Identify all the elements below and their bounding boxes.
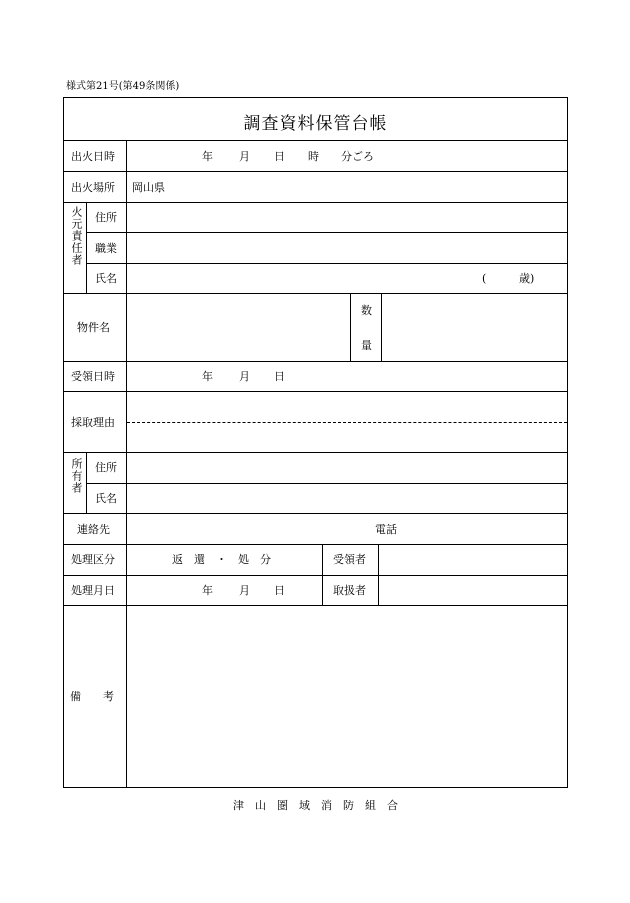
fire-hour-unit: 時 bbox=[308, 150, 319, 163]
responsible-name-label: 氏名 bbox=[95, 272, 117, 285]
disposition-options: 返 還 ・ 処 分 bbox=[172, 553, 271, 566]
item-name-label: 物件名 bbox=[77, 321, 110, 334]
fire-location-value: 岡山県 bbox=[132, 181, 165, 194]
responsible-occupation-label: 職業 bbox=[95, 242, 117, 255]
owner-address-label: 住所 bbox=[95, 461, 117, 474]
quantity-label-bottom: 量 bbox=[361, 339, 372, 352]
disposition-label: 処理区分 bbox=[71, 553, 115, 566]
handler-label: 取扱者 bbox=[333, 584, 366, 597]
fire-datetime-label: 出火日時 bbox=[71, 150, 115, 163]
page-title: 調査資料保管台帳 bbox=[243, 114, 388, 134]
phone-label: 電話 bbox=[375, 523, 397, 536]
fire-minute-unit: 分ごろ bbox=[341, 150, 374, 163]
fire-location-label: 出火場所 bbox=[71, 181, 115, 194]
age-unit: 歳) bbox=[519, 272, 535, 285]
fire-month-unit: 月 bbox=[239, 150, 250, 163]
footer-organization: 津 山 圏 域 消 防 組 合 bbox=[233, 799, 398, 812]
process-date-label: 処理月日 bbox=[71, 584, 115, 597]
collection-reason-label: 採取理由 bbox=[71, 416, 115, 429]
receipt-year-unit: 年 bbox=[202, 370, 213, 383]
process-day-unit: 日 bbox=[274, 584, 285, 597]
process-year-unit: 年 bbox=[202, 584, 213, 597]
contact-label: 連絡先 bbox=[77, 523, 110, 536]
receipt-month-unit: 月 bbox=[239, 370, 250, 383]
owner-group-label: 所有者 bbox=[70, 458, 83, 494]
age-open-paren: ( bbox=[482, 272, 487, 285]
fire-day-unit: 日 bbox=[274, 150, 285, 163]
receipt-date-label: 受領日時 bbox=[71, 370, 115, 383]
receipt-day-unit: 日 bbox=[274, 370, 285, 383]
responsible-address-label: 住所 bbox=[95, 211, 117, 224]
receiver-label: 受領者 bbox=[333, 553, 366, 566]
fire-responsible-group-label: 火元責任者 bbox=[70, 206, 83, 266]
remarks-label: 備 考 bbox=[70, 690, 114, 703]
quantity-label-top: 数 bbox=[361, 304, 372, 317]
owner-name-label: 氏名 bbox=[95, 492, 117, 505]
form-number-label: 様式第21号(第49条関係) bbox=[66, 81, 180, 92]
fire-year-unit: 年 bbox=[202, 150, 213, 163]
process-month-unit: 月 bbox=[239, 584, 250, 597]
form-frame bbox=[63, 97, 568, 788]
